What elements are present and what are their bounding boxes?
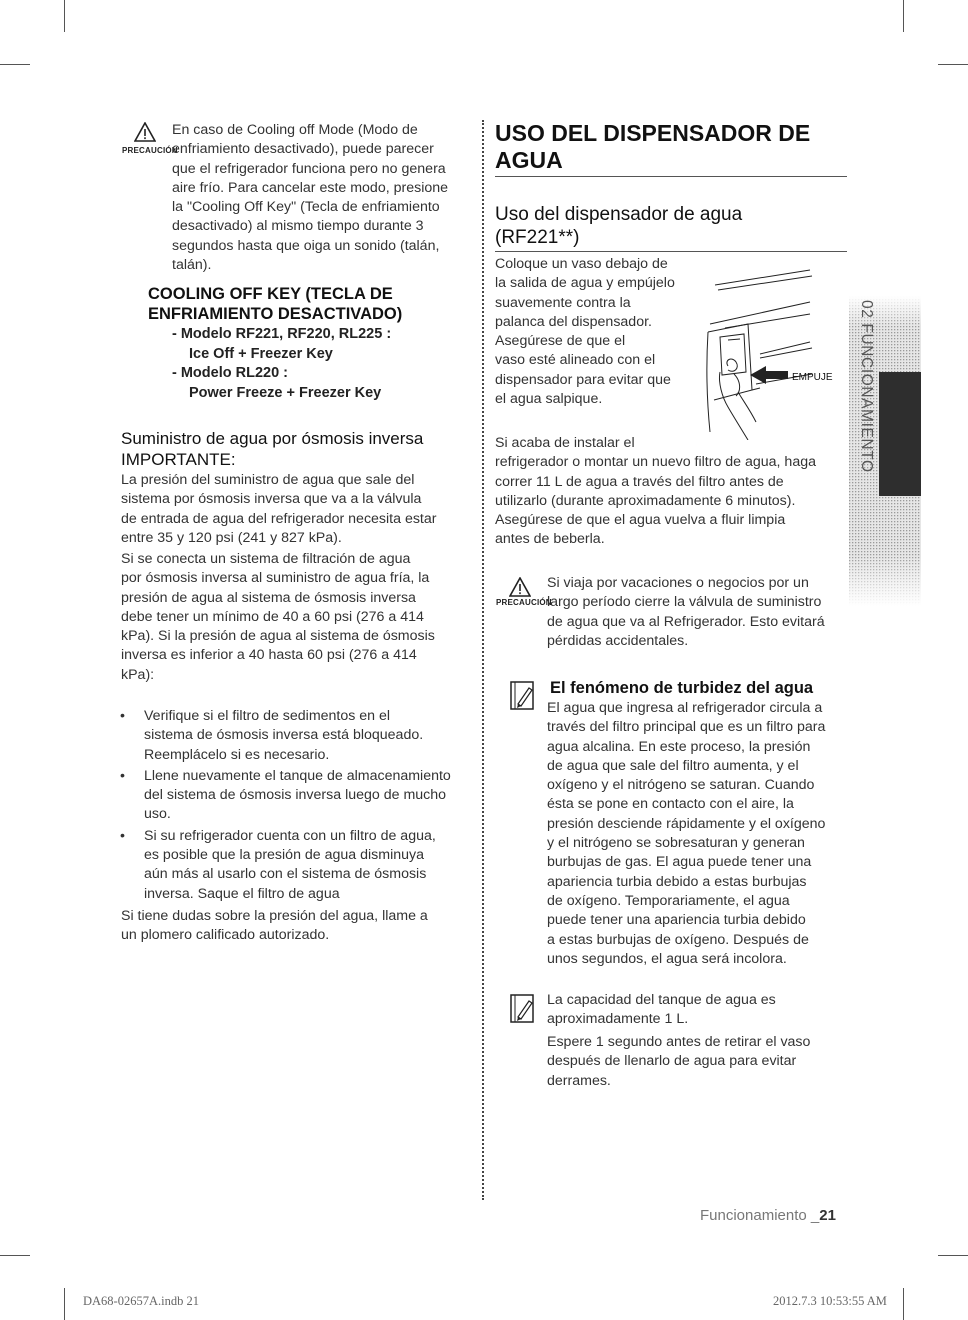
subsection-title: Uso del dispensador de agua (RF221**) bbox=[495, 204, 743, 248]
list-item: • Llene nuevamente el tanque de almacenamiento del sistema de ósmosis inversa luego de mucho uso. bbox=[118, 767, 478, 825]
filter-paragraph: Si acaba de instalar el refrigerador o montar un nuevo filtro de agua, haga correr 11 L de agua a través del filtro antes de utilizarlo (durante aproximadamente 6 minutos). Asegúrese de que el agua vuelva a fluir limpia antes de beberla. bbox=[495, 435, 816, 548]
print-file-info: DA68-02657A.indb 21 bbox=[83, 1294, 199, 1308]
crop-mark bbox=[0, 1255, 30, 1256]
column-divider bbox=[482, 120, 484, 1200]
dispenser-illustration bbox=[700, 262, 845, 440]
osmosis-paragraph-1: La presión del suministro de agua que sale del sistema por ósmosis inversa que va a la válvula de entrada de agua del refrigerador necesita estar entre 35 y 120 psi (241 y 827 kPa). bbox=[121, 472, 437, 546]
list-item: • Verifique si el filtro de sedimentos en el sistema de ósmosis inversa está bloqueado. Reemplácelo si es necesario. bbox=[118, 707, 478, 765]
crop-mark bbox=[64, 0, 65, 32]
side-tab-text bbox=[857, 300, 875, 473]
note-body: El agua que ingresa al refrigerador circula a través del filtro principal que es un filtro para agua alcalina. En este proceso, la presión de agua que sale del filtro aumenta, y el oxígeno y el nitrógeno se saturan. Cuando ésta se pone en contacto con el aire, la presión desciende rápidamente y el oxígeno y el nitrógeno se sobresaturan y generan burbujas de gas. El agua puede tener una apariencia turbia debido a estas burbujas de oxígeno. Temporariamente, el agua puede tener una apariencia turbia debido a estas burbujas de oxígeno. Después de unos segundos, el agua será incolora. bbox=[547, 700, 826, 967]
note-icon bbox=[509, 993, 537, 1025]
caution-text: Si viaja por vacaciones o negocios por un largo período cierre la válvula de suministro de agua que va al Refrigerador. Esto evitará pérdidas accidentales. bbox=[547, 575, 825, 649]
cooling-key-title: COOLING OFF KEY (TECLA DE ENFRIAMIENTO DESACTIVADO) bbox=[148, 285, 403, 323]
crop-mark bbox=[938, 64, 968, 65]
dispenser-intro: Coloque un vaso debajo de la salida de agua y empújelo suavemente contra la palanca del dispensador. Asegúrese de que el vaso esté alineado con el dispensador para evitar que el agua salpique. bbox=[495, 256, 675, 408]
warning-triangle-icon bbox=[509, 577, 531, 597]
caution-text: En caso de Cooling off Mode (Modo de enfriamiento desactivado), puede parecer que el refrigerador funciona pero no genera aire frío. Para cancelar este modo, presione la "Cooling Off Key" (Tecla de enfriamiento desactivado) al mismo tiempo durante 3 segundos hasta que oiga un sonido (talán, talán). bbox=[172, 122, 449, 274]
print-timestamp: 2012.7.3 10:53:55 AM bbox=[773, 1294, 887, 1308]
osmosis-closing: Si tiene dudas sobre la presión del agua, llame a un plomero calificado autorizado. bbox=[121, 908, 428, 944]
osmosis-paragraph-2: Si se conecta un sistema de filtración de agua por ósmosis inversa al suministro de agua fría, la presión de agua al sistema de ósmosis inversa debe tener un mínimo de 40 a 60 psi (276 a 414 kPa). Si la presión de agua al sistema de ósmosis inversa es inferior a 40 hasta 60 psi (276 a 414 kPa): bbox=[121, 551, 435, 683]
cooling-key-models bbox=[172, 325, 391, 403]
footer-section: Funcionamiento _ bbox=[700, 1207, 820, 1224]
note-body: La capacidad del tanque de agua es aproximadamente 1 L. bbox=[547, 992, 776, 1028]
side-tab-number: 02 bbox=[858, 300, 875, 319]
crop-mark bbox=[64, 1288, 65, 1320]
caution-label: PRECAUCIÓN bbox=[496, 598, 552, 607]
model-keys: Ice Off + Freezer Key bbox=[189, 345, 333, 362]
subtitle-rule bbox=[495, 251, 847, 252]
model-keys: Power Freeze + Freezer Key bbox=[189, 384, 382, 401]
figure-label-empuje: EMPUJE bbox=[792, 372, 833, 383]
crop-mark bbox=[903, 1288, 904, 1320]
note-title: El fenómeno de turbidez del agua bbox=[550, 679, 814, 697]
crop-mark bbox=[903, 0, 904, 32]
crop-mark bbox=[938, 1255, 968, 1256]
note-body: Espere 1 segundo antes de retirar el vaso después de llenarlo de agua para evitar derrames. bbox=[547, 1034, 811, 1089]
model-line: - Modelo RL220 : bbox=[172, 365, 289, 381]
caution-label: PRECAUCIÓN bbox=[122, 146, 178, 155]
page-number: 21 bbox=[819, 1207, 836, 1224]
note-icon bbox=[509, 680, 537, 712]
side-tab-label bbox=[849, 300, 879, 490]
title-rule bbox=[495, 176, 847, 177]
list-item: • Si su refrigerador cuenta con un filtro de agua, es posible que la presión de agua disminuya aún más al usarlo con el sistema de ósmosis inversa. Saque el filtro de agua bbox=[118, 827, 478, 904]
page-footer bbox=[700, 1207, 836, 1224]
section-title: USO DEL DISPENSADOR DE AGUA bbox=[495, 120, 811, 173]
osmosis-bullet-list bbox=[118, 707, 478, 906]
osmosis-heading: Suministro de agua por ósmosis inversa IMPORTANTE: bbox=[121, 429, 424, 469]
crop-mark bbox=[0, 64, 30, 65]
warning-triangle-icon bbox=[134, 122, 156, 142]
model-line: - Modelo RF221, RF220, RL225 : bbox=[172, 326, 392, 342]
side-tab-title: FUNCIONAMIENTO bbox=[858, 323, 875, 473]
